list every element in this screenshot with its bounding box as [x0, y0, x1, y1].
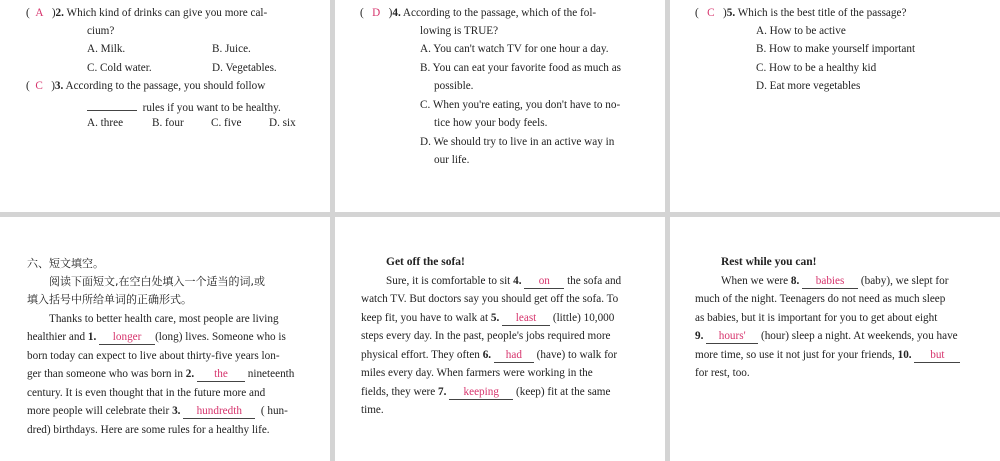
q5-option-a: A. How to be active [756, 25, 846, 37]
question-2-line2: cium? [87, 25, 115, 37]
q4-option-line: C. When you're eating, you don't have to no- [420, 99, 621, 111]
blank-answer-6: had [494, 348, 534, 363]
q2-option-c: C. Cold water. [87, 62, 152, 74]
q5-option-c: C. How to be a healthy kid [756, 62, 877, 74]
passage-line: steps every day. In the past, people's jobs required more [361, 330, 611, 342]
q5-option-b: B. How to make yourself important [756, 43, 916, 55]
q3-option-d: D. six [269, 117, 296, 129]
section-instruction: 填入括号中所给单词的正确形式。 [27, 293, 192, 306]
blank-answer-5: least [502, 311, 550, 326]
passage-line: ger than someone who was born in 2. the nineteenth [27, 368, 295, 380]
passage-line: 9. hours' (hour) sleep a night. At weekends, you have [695, 330, 958, 342]
q4-option-line: B. You can eat your favorite food as much as [420, 62, 622, 74]
q2-option-a: A. Milk. [87, 43, 126, 55]
panel-top-middle [335, 0, 665, 212]
q4-option-line: possible. [434, 80, 474, 92]
blank-answer-2: the [197, 367, 245, 382]
passage-line: healthier and 1. longer (long) lives. Someone who is [27, 331, 286, 343]
blank-line [87, 96, 137, 111]
q3-option-b: B. four [152, 117, 184, 129]
question-4-stem: ( D )4. According to the passage, which of the fol- [360, 7, 597, 19]
passage-line: as babies, but it is important for you to get about eight [695, 312, 938, 324]
passage-line: Thanks to better health care, most people are living [49, 313, 279, 325]
panel-bottom-right [670, 217, 1000, 461]
panel-top-right [670, 0, 1000, 212]
blank-answer-4: on [524, 274, 564, 289]
question-4-line2: lowing is TRUE? [420, 25, 499, 37]
answer-4: D [372, 7, 381, 19]
passage-line: much of the night. Teenagers do not need as much sleep [695, 293, 946, 305]
q4-option-line: D. We should try to live in an active way in [420, 136, 615, 148]
q4-option-line: A. You can't watch TV for one hour a day. [420, 43, 609, 55]
passage-line: miles every day. When farmers were working in the [361, 367, 593, 379]
question-3-line2: rules if you want to be healthy. [87, 96, 281, 118]
q3-option-c: C. five [211, 117, 242, 129]
answer-5: C [707, 7, 715, 19]
q5-option-d: D. Eat more vegetables [756, 80, 861, 92]
passage-line: watch TV. But doctors say you should get off the sofa. To [361, 293, 619, 305]
question-3-stem: ( C )3. According to the passage, you should follow [26, 80, 266, 92]
passage-line: When we were 8. babies (baby), we slept for [721, 275, 949, 287]
section-instruction: 阅读下面短文,在空白处填入一个适当的词,或 [49, 275, 265, 288]
passage-line: fields, they were 7. keeping (keep) fit at the same [361, 386, 611, 398]
q2-option-d: D. Vegetables. [212, 62, 277, 74]
passage-title: Rest while you can! [721, 256, 817, 268]
passage-line: physical effort. They often 6. had (have) to walk for [361, 349, 618, 361]
blank-answer-3: hundredth [183, 404, 255, 419]
passage-line: for rest, too. [695, 367, 750, 379]
blank-answer-8: babies [802, 274, 858, 289]
passage-line: more time, so use it not just for your friends, 10. but [695, 346, 960, 365]
passage-line: dred) birthdays. Here are some rules for a healthy life. [27, 424, 270, 436]
blank-answer-10: but [914, 348, 960, 363]
answer-3: C [35, 80, 43, 92]
question-2-stem: ( A )2. Which kind of drinks can give you more cal- [26, 7, 268, 19]
section-heading: 六、短文填空。 [27, 257, 104, 270]
panel-bottom-middle [335, 217, 665, 461]
panel-bottom-left [0, 217, 330, 461]
q4-option-line: our life. [434, 154, 470, 166]
passage-title: Get off the sofa! [386, 256, 465, 268]
blank-answer-9: hours' [706, 329, 758, 344]
passage-line: Sure, it is comfortable to sit 4. on the sofa and [386, 275, 622, 287]
passage-line: more people will celebrate their 3. hundredth ( hun- [27, 405, 288, 417]
q4-option-line: tice how your body feels. [434, 117, 548, 129]
q3-option-a: A. three [87, 117, 124, 129]
q2-option-b: B. Juice. [212, 43, 251, 55]
blank-answer-7: keeping [449, 385, 513, 400]
passage-line: born today can expect to live about thirty-five years lon- [27, 350, 280, 362]
passage-line: keep fit, you have to walk at 5. least (little) 10,000 [361, 312, 615, 324]
answer-2: A [35, 7, 44, 19]
question-5-stem: ( C )5. Which is the best title of the passage? [695, 7, 907, 19]
passage-line: time. [361, 404, 384, 416]
blank-answer-1: longer [99, 330, 155, 345]
panel-top-left [0, 0, 330, 212]
passage-line: century. It is even thought that in the future more and [27, 387, 266, 399]
